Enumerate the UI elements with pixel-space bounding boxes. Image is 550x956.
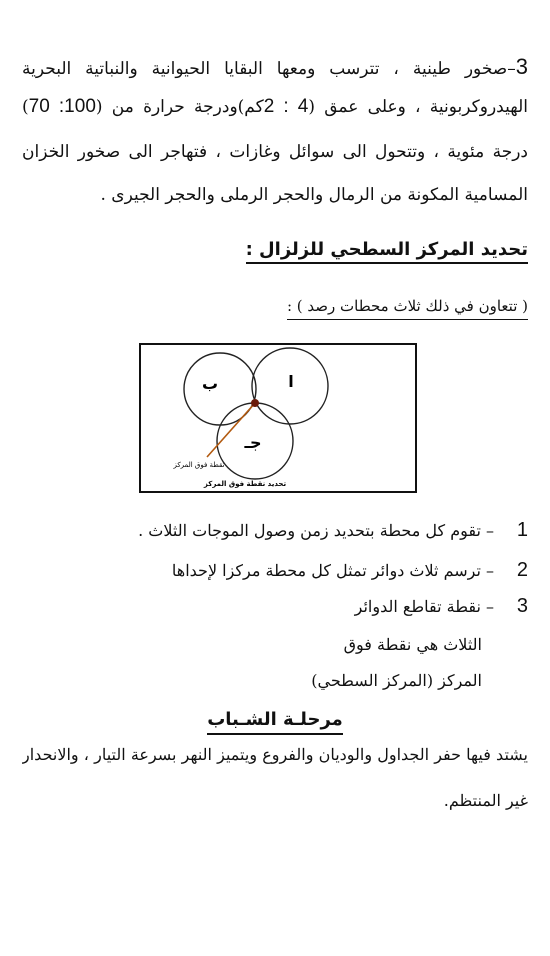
diagram-caption: تحديد نقطة فوق المركز bbox=[203, 480, 287, 488]
section2-line-1: يشتد فيها حفر الجداول والوديان والفروع ويتميز النهر بسرعة التيار ، والانحدار bbox=[22, 745, 528, 764]
youth-stage-title-text: مرحلـة الشـباب bbox=[207, 709, 343, 735]
step-1-text: – تقوم كل محطة بتحديد زمن وصول الموجات الثلاث . bbox=[138, 521, 494, 540]
section2-line-2: غير المنتظم. bbox=[443, 791, 528, 810]
section1-line2-suffix: ) bbox=[22, 97, 29, 117]
stations-note: ( تتعاون في ذلك ثلاث محطات رصد ) : bbox=[287, 295, 528, 320]
section1-line2-prefix: الهيدروكربونية ، وعلى عمق ( bbox=[308, 97, 528, 117]
step-3-continuation-2: المركز (المركز السطحي) bbox=[311, 671, 482, 690]
section1-line-2 bbox=[22, 95, 528, 119]
section1-line1-text: –صخور طينية ، تترسب ومعها البقايا الحيوانية والنباتية البحرية bbox=[22, 59, 516, 79]
epicenter-heading-text: تحديد المركز السطحي للزلزال : bbox=[246, 239, 528, 264]
step-1-number: 1 bbox=[516, 519, 528, 541]
label-ba: ب bbox=[201, 374, 219, 393]
step-1 bbox=[138, 518, 528, 543]
section1-number: 3 bbox=[515, 55, 528, 79]
section1-line2-mid: كم)ودرجة حرارة من ( bbox=[95, 97, 264, 117]
epicenter-point bbox=[251, 399, 259, 407]
section1-line-4: المسامية المكونة من الرمال والحجر الرملى والحجر الجيرى . bbox=[100, 185, 528, 205]
step-3-text: – نقطة تقاطع الدوائر bbox=[354, 597, 494, 616]
step-2-text: – ترسم ثلاث دوائر تمثل كل محطة مركزا لإحداها bbox=[171, 561, 494, 580]
step-2-number: 2 bbox=[516, 559, 528, 581]
step-3-number: 3 bbox=[516, 595, 528, 617]
step-2 bbox=[172, 558, 528, 583]
section1-line-3: درجة مئوية ، وتتحول الى سوائل وغازات ، فتهاجر الى صخور الخزان bbox=[22, 142, 528, 162]
epicenter-diagram-svg bbox=[141, 345, 415, 491]
youth-stage-title bbox=[0, 707, 550, 733]
label-alef: ا bbox=[288, 372, 294, 391]
step-3-continuation-1: الثلاث هي نقطة فوق bbox=[343, 635, 482, 654]
section1-line-1 bbox=[22, 55, 528, 81]
epicenter-heading bbox=[246, 237, 528, 263]
section1-temperature-range: 70 :100 bbox=[28, 96, 96, 117]
epicenter-diagram bbox=[139, 343, 417, 493]
section1-depth-range: 2 : 4 bbox=[263, 96, 309, 117]
label-jeem: جـ bbox=[244, 433, 262, 452]
step-3 bbox=[355, 594, 528, 619]
label-point-above-focus: نقطة فوق المركز bbox=[173, 461, 225, 469]
